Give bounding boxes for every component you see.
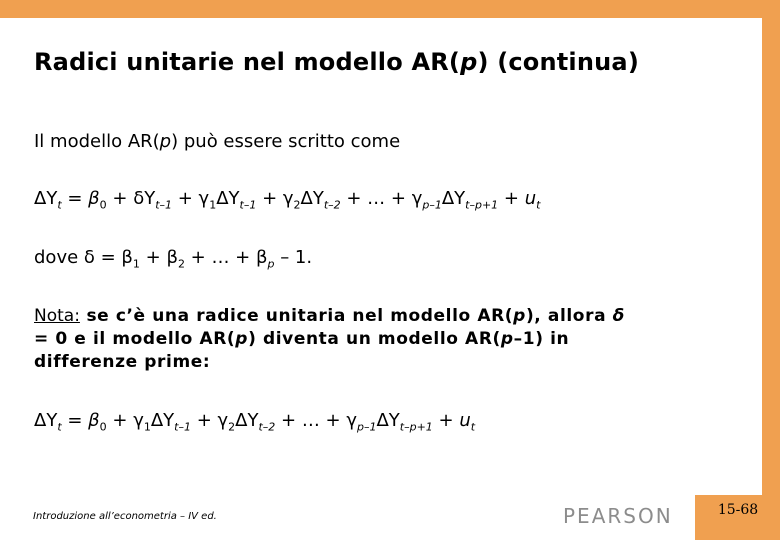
eq2-beta: β [88,410,100,431]
equation-1 [34,188,540,212]
intro-text [34,131,400,152]
eq1-g1: 1 [209,198,217,212]
eq2-gp: p–1 [357,420,377,434]
eq2-g1: 1 [143,420,151,434]
slide-number: 15-68 [717,502,759,518]
eq1-g2-sym: + γ [256,188,294,209]
eq1-t: t [57,198,62,212]
eq1-gp: p–1 [422,198,442,212]
eq1-ut: t [536,198,541,212]
frame-top-bar [0,0,780,18]
def-plus: + β [139,247,178,268]
eq2-g2: 2 [228,420,236,434]
note-t3: = 0 e il modello AR( [34,329,236,349]
equation-2 [34,410,475,434]
eq1-b0: 0 [99,198,107,212]
def-dots: + … + β [184,247,268,268]
eq1-dY: ΔY [34,188,58,209]
delta-definition [34,247,312,271]
eq1-delta: + δY [106,188,156,209]
eq1-tm2: t–2 [323,198,341,212]
eq2-ut: t [470,420,476,434]
def-s2: 2 [177,257,185,271]
eq1-dYc: ΔY [441,188,466,209]
eq1-plus-u: + [498,188,525,209]
eq1-tmp: t–p+1 [465,198,499,212]
eq2-g1-sym: + γ [106,410,144,431]
eq1-dots: + … + γ [340,188,423,209]
eq2-dYa: ΔY [150,410,175,431]
intro-suffix: ) può essere scritto come [171,131,401,152]
eq1-g1-sym: + γ [172,188,210,209]
eq2-g2-sym: + γ [190,410,229,431]
def-s1: 1 [132,257,140,271]
eq2-dYc: ΔY [376,410,400,431]
eq1-beta: β [88,188,100,209]
eq2-dYb: ΔY [235,410,259,431]
note-delta: δ [612,306,625,326]
title-p: p [460,48,478,76]
eq2-tm1: t–1 [174,420,191,434]
eq2-dots: + … + γ [275,410,357,431]
eq1-tm1b: t–1 [239,198,257,212]
eq1-g2: 2 [293,198,301,212]
def-suffix: – 1. [274,247,313,268]
intro-prefix: Il modello AR( [34,131,160,152]
note-label: Nota: [34,306,80,326]
def-prefix: dove δ = β [34,247,133,268]
eq1-eq: = [61,188,89,209]
note-p2: p [235,329,249,349]
def-sp: p [267,257,275,271]
intro-p: p [159,131,172,152]
note-t4: ) diventa un modello AR( [248,329,501,349]
eq2-u: u [459,410,471,431]
note-t2: ), allora [525,306,613,326]
eq2-plus-u: + [432,410,460,431]
eq1-tm1: t–1 [155,198,173,212]
eq1-u: u [524,188,537,209]
eq2-tm2: t–2 [258,420,276,434]
eq2-b0: 0 [99,420,107,434]
eq2-t: t [57,420,62,434]
note-p3: p [500,329,514,349]
title-text-suffix: ) (continua) [477,48,639,76]
eq2-tmp: t–p+1 [399,420,433,434]
note-paragraph [34,305,634,374]
note-p1: p [513,306,526,326]
note-t1: se c’è una radice unitaria nel modello AR( [79,306,514,326]
eq1-dYa: ΔY [216,188,240,209]
eq1-dYb: ΔY [300,188,324,209]
note-t5: –1) in differenze prime: [34,329,570,372]
slide-title [34,48,639,76]
frame-right-bar [762,0,780,540]
eq2-dY: ΔY [34,410,58,431]
eq2-eq: = [61,410,89,431]
pearson-logo: PEARSON [563,504,673,528]
footer-book-title: Introduzione all’econometria – IV ed. [33,511,217,522]
title-text: Radici unitarie nel modello AR( [34,48,461,76]
